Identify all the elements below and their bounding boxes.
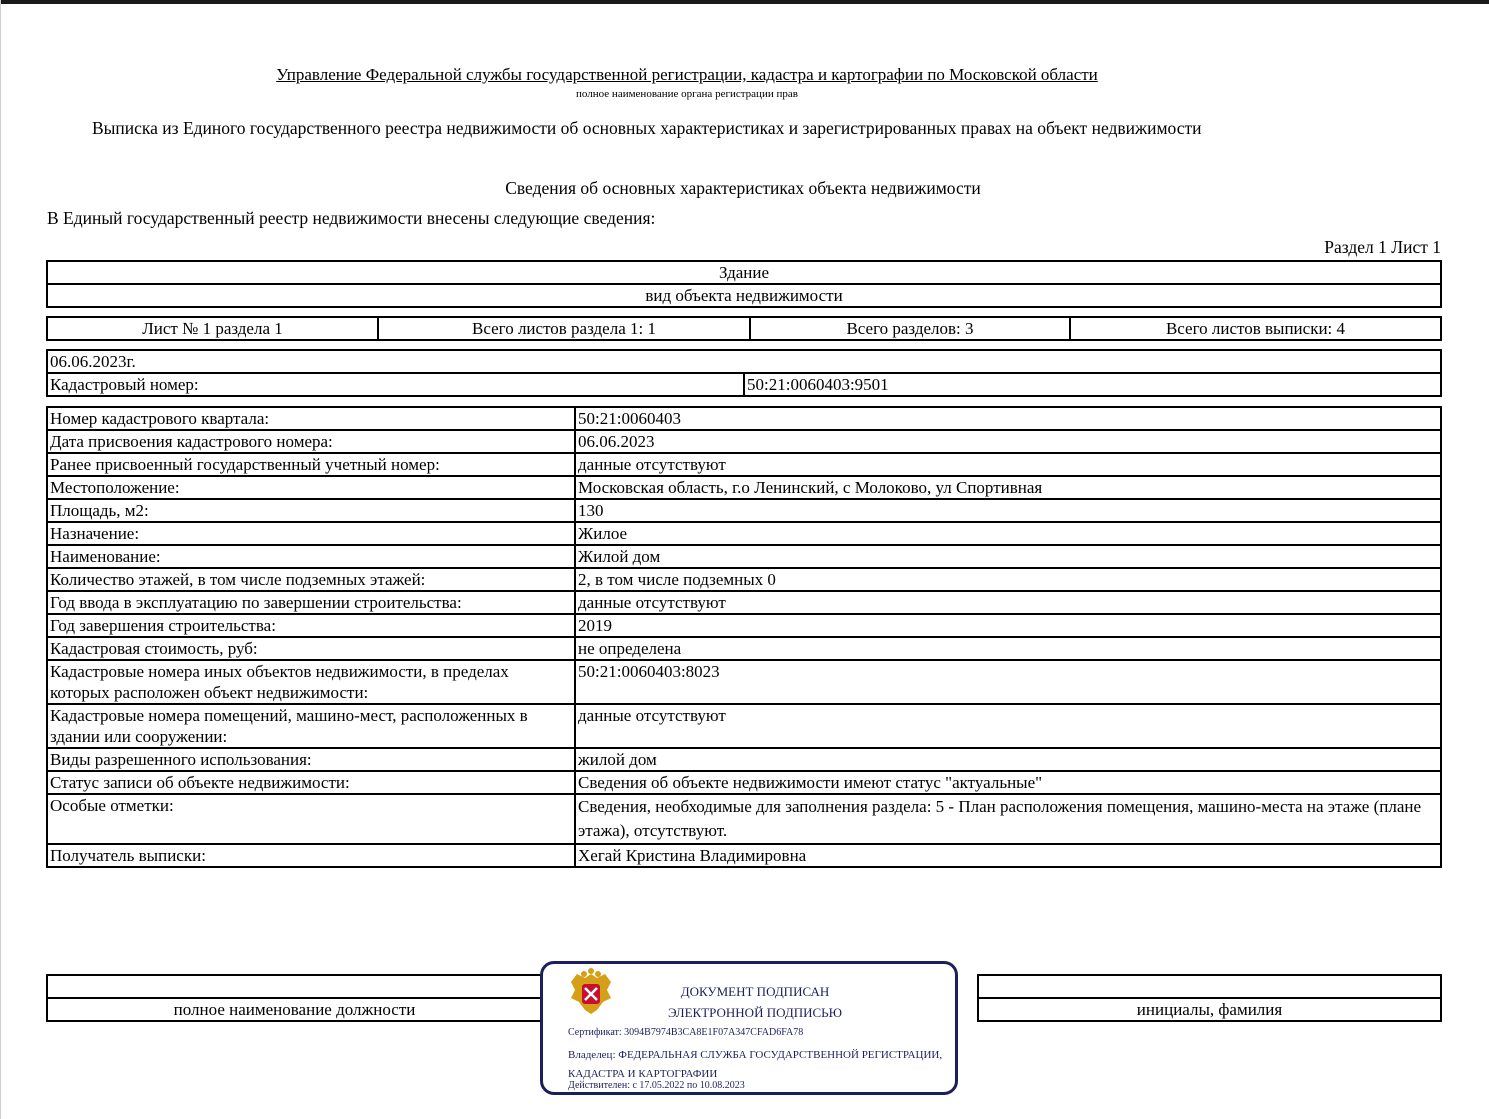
- stamp-line-2: ЭЛЕКТРОННОЙ ПОДПИСЬЮ: [668, 1005, 842, 1020]
- total-sheets-section: Всего листов раздела 1: 1: [378, 317, 750, 340]
- object-type: Здание: [47, 261, 1441, 284]
- row-label: Количество этажей, в том числе подземных этажей:: [47, 568, 575, 591]
- table-row: [47, 748, 1441, 771]
- stamp-certificate: Сертификат: 3094B7974B3CA8E1F07A347CFAD6FA78: [568, 1027, 804, 1038]
- electronic-signature-stamp: [540, 961, 958, 1095]
- row-value: данные отсутствуют: [575, 453, 1441, 476]
- row-label: Год завершения строительства:: [47, 614, 575, 637]
- table-row: [47, 522, 1441, 545]
- row-label: Особые отметки:: [47, 794, 575, 844]
- table-row: [47, 568, 1441, 591]
- table-row: [47, 453, 1441, 476]
- row-label: Год ввода в эксплуатацию по завершении строительства:: [47, 591, 575, 614]
- cadastral-number-label: Кадастровый номер:: [47, 373, 744, 396]
- row-value: Сведения, необходимые для заполнения раздела: 5 - План расположения помещения, машино-места на этаже (плане этажа), отсутствуют.: [575, 794, 1441, 844]
- row-value: 06.06.2023: [575, 430, 1441, 453]
- top-border: [0, 0, 1489, 4]
- left-edge: [0, 0, 1, 1119]
- table-row: [47, 794, 1441, 844]
- row-value: 50:21:0060403: [575, 407, 1441, 430]
- row-label: Виды разрешенного использования:: [47, 748, 575, 771]
- table-row: [47, 545, 1441, 568]
- table-row: [47, 771, 1441, 794]
- row-label: Кадастровые номера иных объектов недвижимости, в пределах которых расположен объект недвижимости:: [47, 660, 575, 704]
- section-sheet-label: Раздел 1 Лист 1: [1324, 237, 1441, 257]
- row-value: 2019: [575, 614, 1441, 637]
- table-row: [47, 844, 1441, 867]
- table-row: [47, 591, 1441, 614]
- registration-authority: Управление Федеральной службы государственной регистрации, кадастра и картографии по Московской области: [276, 65, 1098, 84]
- row-value: жилой дом: [575, 748, 1441, 771]
- table-row: [47, 637, 1441, 660]
- object-type-caption: вид объекта недвижимости: [47, 284, 1441, 307]
- row-value: Сведения об объекте недвижимости имеют статус "актуальные": [575, 771, 1441, 794]
- row-label: Назначение:: [47, 522, 575, 545]
- section-title: Сведения об основных характеристиках объекта недвижимости: [505, 178, 981, 198]
- row-label: Кадастровые номера помещений, машино-мест, расположенных в здании или сооружении:: [47, 704, 575, 748]
- date-cadastral-table: [46, 349, 1442, 397]
- sheets-table: [46, 316, 1442, 341]
- name-blank: [978, 975, 1441, 998]
- table-row: [47, 614, 1441, 637]
- cadastral-number-value: 50:21:0060403:9501: [744, 373, 1441, 396]
- table-row: [47, 407, 1441, 430]
- row-value: 50:21:0060403:8023: [575, 660, 1441, 704]
- table-row: [47, 430, 1441, 453]
- row-label: Площадь, м2:: [47, 499, 575, 522]
- row-label: Наименование:: [47, 545, 575, 568]
- object-type-table: [46, 260, 1442, 308]
- row-value: Московская область, г.о Ленинский, с Молоково, ул Спортивная: [575, 476, 1441, 499]
- row-label: Получатель выписки:: [47, 844, 575, 867]
- row-value: Хегай Кристина Владимировна: [575, 844, 1441, 867]
- row-label: Кадастровая стоимость, руб:: [47, 637, 575, 660]
- stamp-owner: Владелец: ФЕДЕРАЛЬНАЯ СЛУЖБА ГОСУДАРСТВЕННОЙ РЕГИСТРАЦИИ, КАДАСТРА И КАРТОГРАФИИ: [568, 1049, 943, 1080]
- row-value: данные отсутствуют: [575, 704, 1441, 748]
- name-caption: инициалы, фамилия: [978, 998, 1441, 1021]
- stamp-validity: Действителен: с 17.05.2022 по 10.08.2023: [568, 1080, 745, 1091]
- row-value: данные отсутствуют: [575, 591, 1441, 614]
- row-label: Статус записи об объекте недвижимости:: [47, 771, 575, 794]
- stamp-line-1: ДОКУМЕНТ ПОДПИСАН: [680, 984, 830, 999]
- row-value: Жилой дом: [575, 545, 1441, 568]
- total-sections: Всего разделов: 3: [750, 317, 1070, 340]
- position-blank: [47, 975, 542, 998]
- row-label: Местоположение:: [47, 476, 575, 499]
- sheet-number: Лист № 1 раздела 1: [47, 317, 378, 340]
- position-caption: полное наименование должности: [47, 998, 542, 1021]
- row-value: 2, в том числе подземных 0: [575, 568, 1441, 591]
- row-label: Дата присвоения кадастрового номера:: [47, 430, 575, 453]
- characteristics-table: [46, 406, 1442, 868]
- extract-date: 06.06.2023г.: [47, 350, 1441, 373]
- intro-text: В Единый государственный реестр недвижимости внесены следующие сведения:: [47, 208, 656, 228]
- total-sheets: Всего листов выписки: 4: [1070, 317, 1441, 340]
- row-value: 130: [575, 499, 1441, 522]
- table-row: [47, 660, 1441, 704]
- row-label: Ранее присвоенный государственный учетный номер:: [47, 453, 575, 476]
- document-title: Выписка из Единого государственного реестра недвижимости об основных характеристиках и зарегистрированных правах на объект недвижимости: [92, 118, 1202, 138]
- row-value: не определена: [575, 637, 1441, 660]
- table-row: [47, 499, 1441, 522]
- table-row: [47, 476, 1441, 499]
- row-label: Номер кадастрового квартала:: [47, 407, 575, 430]
- table-row: [47, 704, 1441, 748]
- authority-caption: полное наименование органа регистрации прав: [576, 88, 798, 100]
- row-value: Жилое: [575, 522, 1441, 545]
